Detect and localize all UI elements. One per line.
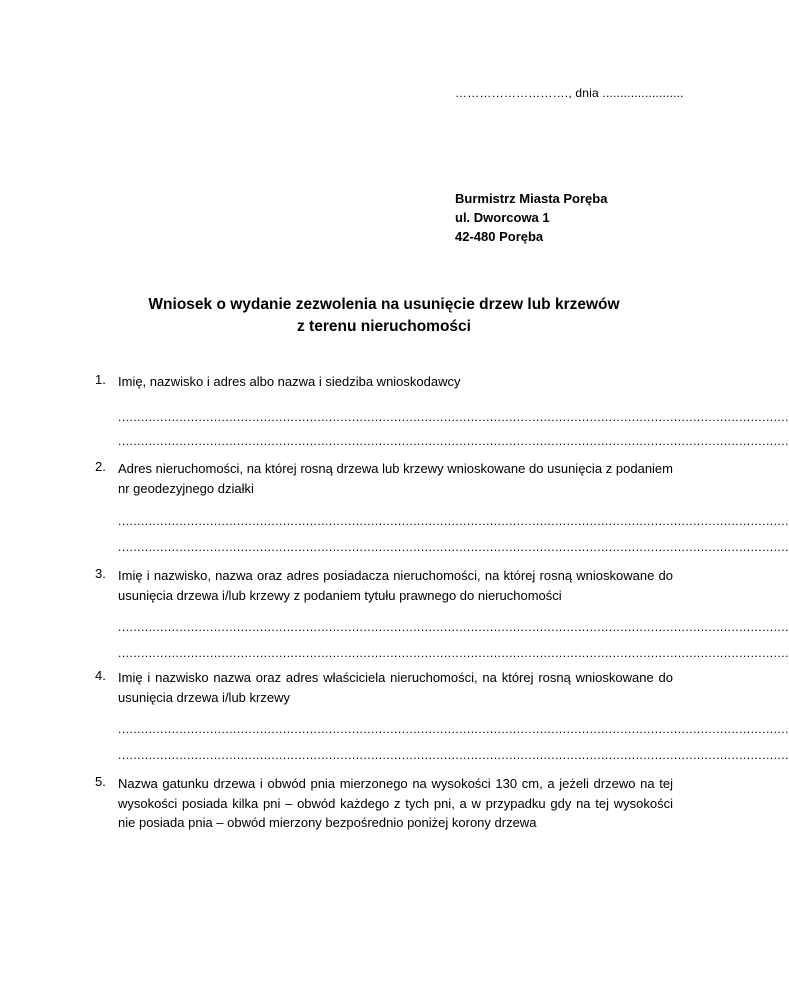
item-number: 1. bbox=[95, 372, 106, 387]
form-item-2 bbox=[95, 459, 673, 498]
recipient-city: 42-480 Poręba bbox=[455, 229, 544, 244]
fill-line[interactable]: ............................................................................................................................................................................... bbox=[118, 514, 789, 528]
place-date-line: ………………………., dnia ....................... bbox=[455, 86, 684, 100]
item-text: Imię i nazwisko, nazwa oraz adres posiadacza nieruchomości, na której rosną wnioskowane do usunięcia drzewa i/lub krzewy z podaniem tytułu prawnego do nieruchomości bbox=[118, 568, 673, 603]
item-number: 5. bbox=[95, 774, 106, 789]
form-item-3 bbox=[95, 566, 673, 605]
fill-line[interactable]: ............................................................................................................................................................................... bbox=[118, 620, 789, 634]
item-text: Imię i nazwisko nazwa oraz adres właściciela nieruchomości, na której rosną wnioskowane do usunięcia drzewa i/lub krzewy bbox=[118, 670, 673, 705]
item-text: Adres nieruchomości, na której rosną drzewa lub krzewy wnioskowane do usunięcia z podaniem nr geodezyjnego działki bbox=[118, 461, 673, 496]
form-title-line1: Wniosek o wydanie zezwolenia na usunięcie drzew lub krzewów bbox=[148, 296, 620, 313]
item-text: Imię, nazwisko i adres albo nazwa i siedziba wnioskodawcy bbox=[118, 374, 461, 389]
form-item-4 bbox=[95, 668, 673, 707]
form-title bbox=[0, 294, 768, 338]
fill-line[interactable]: ............................................................................................................................................................................... bbox=[118, 540, 789, 554]
item-number: 3. bbox=[95, 566, 106, 581]
item-number: 2. bbox=[95, 459, 106, 474]
fill-line[interactable]: ............................................................................................................................................................................... bbox=[118, 722, 789, 736]
fill-line[interactable]: ............................................................................................................................................................................... bbox=[118, 410, 789, 424]
recipient-address bbox=[455, 189, 607, 246]
form-title-line2: z terenu nieruchomości bbox=[297, 318, 471, 335]
form-item-5 bbox=[95, 774, 673, 833]
item-text: Nazwa gatunku drzewa i obwód pnia mierzonego na wysokości 130 cm, a jeżeli drzewo na tej wysokości posiada kilka pni – obwód każdego z tych pni, a w przypadku gdy na tej wysokości nie posiada pnia – obwód mierzony bezpośrednio poniżej korony drzewa bbox=[118, 776, 673, 830]
form-item-1 bbox=[95, 372, 673, 392]
fill-line[interactable]: ............................................................................................................................................................................... bbox=[118, 434, 789, 448]
recipient-street: ul. Dworcowa 1 bbox=[455, 210, 550, 225]
fill-line[interactable]: ............................................................................................................................................................................... bbox=[118, 748, 789, 762]
fill-line[interactable]: ............................................................................................................................................................................... bbox=[118, 646, 789, 660]
item-number: 4. bbox=[95, 668, 106, 683]
recipient-name: Burmistrz Miasta Poręba bbox=[455, 191, 608, 206]
